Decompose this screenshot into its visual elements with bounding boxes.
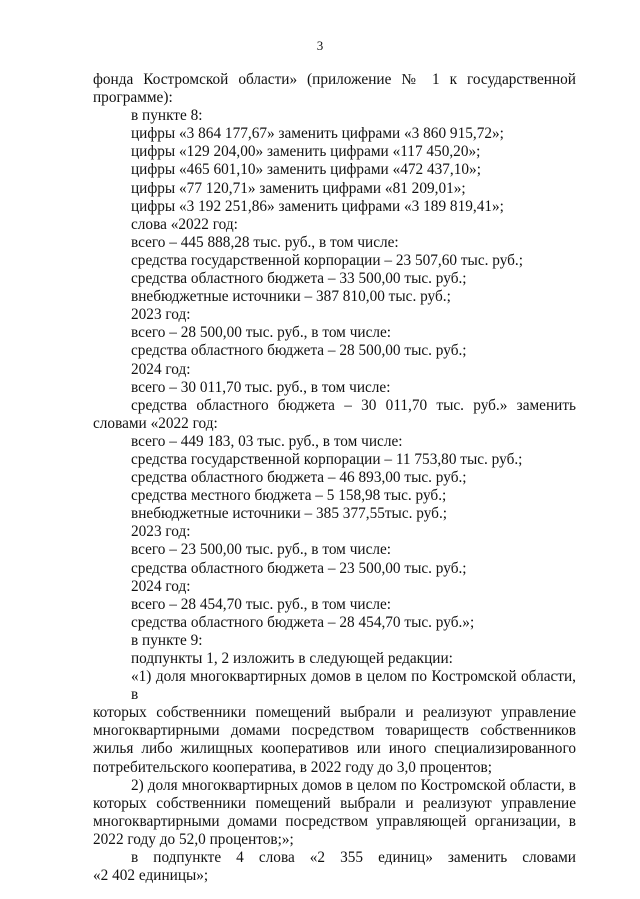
text-line: «1) доля многоквартирных домов в целом по Костромской области, в [131,668,576,704]
text-line: средства областного бюджета – 28 454,70 тыс. руб.»; [131,613,475,631]
text-line: потребительского кооператива, в 2022 году до 3,0 процентов; [93,758,493,776]
text-line: средства местного бюджета – 5 158,98 тыс. руб.; [131,487,447,505]
text-line: которых собственники помещений выбрали и реализуют управление [93,704,576,722]
text-line: в пункте 8: [131,107,203,125]
text-line: которых собственники помещений выбрали и реализуют управление [93,794,576,812]
page-number: 3 [316,38,324,53]
text-line: всего – 28 500,00 тыс. руб., в том числе: [131,324,392,342]
text-line: цифры «465 601,10» заменить цифрами «472 437,10»; [131,161,481,179]
text-line: 2023 год: [131,306,191,324]
text-line: всего – 449 183, 03 тыс. руб., в том числе: [131,432,403,450]
text-line: программе): [93,89,173,107]
text-line: слова «2022 год: [131,215,238,233]
text-line: многоквартирными домами посредством товариществ собственников [93,722,576,740]
text-line: средства областного бюджета – 23 500,00 тыс. руб.; [131,559,467,577]
text-line: 2023 год: [131,523,191,541]
text-line: всего – 445 888,28 тыс. руб., в том числе: [131,233,399,251]
text-line: всего – 30 011,70 тыс. руб., в том числе: [131,378,391,396]
text-line: многоквартирными домами посредством управляющей организации, в [93,812,576,830]
text-line: 2024 год: [131,360,191,378]
text-line: подпункты 1, 2 изложить в следующей редакции: [131,650,453,667]
text-line: 2024 год: [131,577,191,595]
text-line: в пункте 9: [131,631,203,649]
text-line: фонда Костромской области» (приложение № 1 к государственной [93,71,576,88]
text-line: средства областного бюджета – 28 500,00 тыс. руб.; [131,342,467,360]
text-line: средства областного бюджета – 30 011,70 тыс. руб.» заменить [131,396,576,414]
text-line: средства областного бюджета – 33 500,00 тыс. руб.; [131,270,467,288]
text-line: в подпункте 4 слова «2 355 единиц» заменить словами [131,849,576,867]
text-line: цифры «77 120,71» заменить цифрами «81 209,01»; [131,179,466,197]
text-line: цифры «3 864 177,67» заменить цифрами «3 860 915,72»; [131,125,504,143]
text-line: средства государственной корпорации – 11 753,80 тыс. руб.; [131,450,523,468]
text-line: жилья либо жилищных кооперативов или иного специализированного [93,740,576,758]
text-line: словами «2022 год: [93,414,218,432]
text-line: цифры «3 192 251,86» заменить цифрами «3 189 819,41»; [131,197,504,215]
text-line: 2022 году до 52,0 процентов;»; [93,830,294,848]
text-line: всего – 28 454,70 тыс. руб., в том числе: [131,595,392,613]
text-line: внебюджетные источники – 387 810,00 тыс. руб.; [131,288,451,306]
text-line: всего – 23 500,00 тыс. руб., в том числе: [131,541,392,559]
text-line: 2) доля многоквартирных домов в целом по Костромской области, в [131,776,576,794]
text-line: средства областного бюджета – 46 893,00 тыс. руб.; [131,469,467,487]
text-line: цифры «129 204,00» заменить цифрами «117 450,20»; [131,143,481,161]
text-line: средства государственной корпорации – 23 507,60 тыс. руб.; [131,251,524,269]
text-line: «2 402 единицы»; [93,867,209,885]
document-body [93,71,576,885]
text-line: внебюджетные источники – 385 377,55тыс. руб.; [131,505,448,523]
